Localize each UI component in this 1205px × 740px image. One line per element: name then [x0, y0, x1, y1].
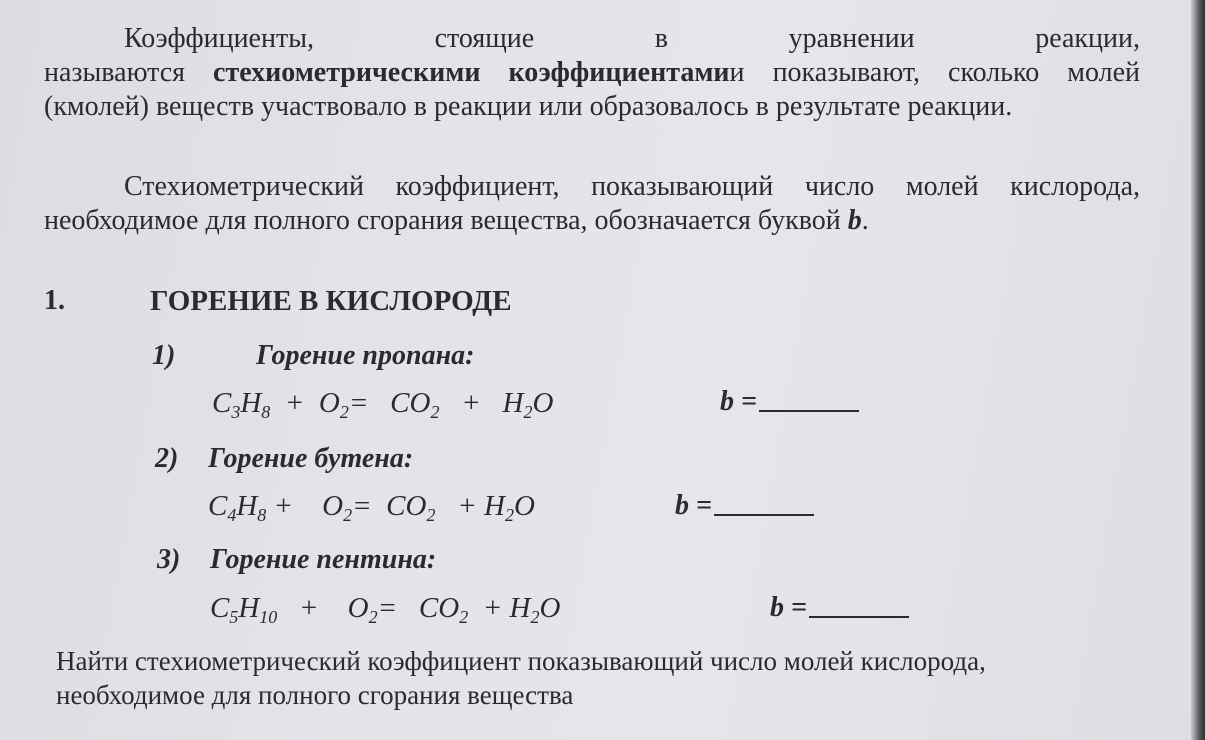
text: .: [861, 205, 869, 236]
item-label: 1): [152, 340, 176, 371]
item-label: 2): [155, 443, 179, 474]
word: реакции,: [1035, 23, 1140, 54]
definition-line-1: Стехиометрический коэффициент, показывающий число молей кислорода,: [124, 171, 1140, 202]
intro-line-1: [44, 22, 1140, 56]
answer-blank[interactable]: [714, 492, 814, 516]
answer-blank[interactable]: [759, 388, 859, 412]
task-line-1: Найти стехиометрический коэффициент показывающий число молей кислорода,: [56, 646, 986, 676]
bold-term: стехиометрическими коэффициентами: [213, 57, 730, 88]
definition-paragraph: [44, 170, 1140, 238]
word: стоящие: [434, 23, 535, 54]
section-number: 1.: [44, 285, 65, 316]
text: необходимое для полного сгорания вещества, обозначается буквой: [44, 205, 848, 236]
equation-propane: $C_3H_8 + O_2=$ $CO_2$ + $H_2O$: [212, 387, 554, 422]
b-answer-3: b =: [770, 592, 909, 624]
item-title: Горение пропана:: [256, 340, 475, 371]
item-title: Горение бутена:: [208, 443, 414, 474]
letter-b: b: [847, 205, 862, 236]
intro-paragraph: [44, 22, 1140, 124]
equation-pentyne: $C_5H_{10}$ + $O_2=$ $CO_2 + H_2O$: [210, 592, 561, 627]
word: в: [654, 23, 669, 54]
b-answer-1: b =: [720, 386, 859, 418]
item-label: 3): [157, 544, 181, 575]
text: и показывают, сколько молей: [729, 57, 1140, 88]
word: Коэффициенты,: [124, 23, 315, 54]
text: называются: [44, 57, 214, 88]
word: уравнении: [788, 23, 915, 54]
equation-butene: $C_4H_8$ + $O_2= CO_2$ + $H_2O$: [208, 490, 535, 525]
definition-line-2: [44, 204, 1140, 238]
section-title: ГОРЕНИЕ В КИСЛОРОДЕ: [150, 285, 512, 317]
photo-dark-edge: [1191, 0, 1205, 740]
item-title: Горение пентина:: [210, 544, 437, 575]
task-line-2: необходимое для полного сгорания вещества: [56, 680, 574, 710]
intro-line-3: (кмолей) веществ участвовало в реакции или образовалось в результате реакции.: [44, 91, 1013, 122]
task-instruction: [56, 644, 1116, 712]
b-answer-2: b =: [675, 490, 814, 522]
intro-line-2: [44, 56, 1140, 90]
answer-blank[interactable]: [809, 594, 909, 618]
